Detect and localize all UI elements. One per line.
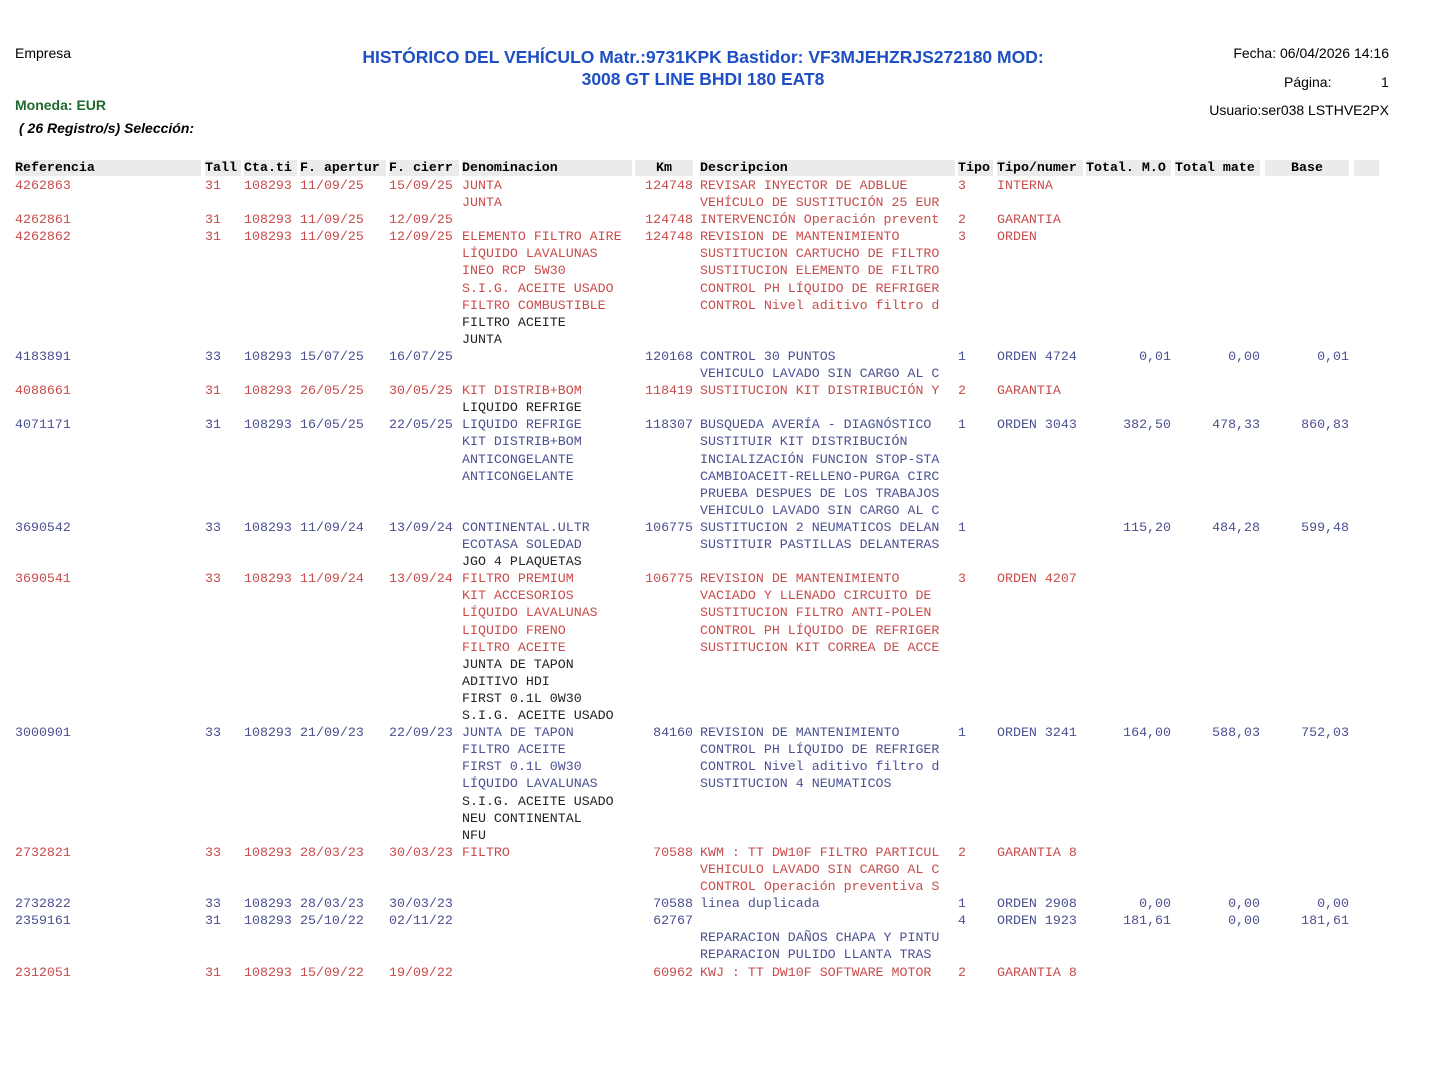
description-line: VEHÍCULO DE SUSTITUCIÓN 25 EUR xyxy=(700,195,940,211)
workshop-cell: 33 xyxy=(205,844,221,860)
description-line: CONTROL 30 PUNTOS xyxy=(700,348,836,364)
denomination-line: ANTICONGELANTE xyxy=(462,468,574,484)
description-line: linea duplicada xyxy=(700,896,820,912)
workshop-cell: 31 xyxy=(205,212,221,228)
denomination-line: FIRST 0.1L 0W30 xyxy=(462,690,582,706)
description-line: INCIALIZACIÓN FUNCION STOP-STA xyxy=(700,451,940,467)
denomination-line: ANTICONGELANTE xyxy=(462,451,574,467)
description-cell xyxy=(700,228,955,313)
km-cell: 60962 xyxy=(653,964,693,980)
order-number-cell: ORDEN 2908 xyxy=(997,896,1077,912)
description-line: REVISION DE MANTENIMIENTO xyxy=(700,725,900,741)
table-header xyxy=(15,160,1395,177)
description-line: CONTROL Operación preventiva S xyxy=(700,879,940,894)
denomination-line: S.I.G. ACEITE USADO xyxy=(462,793,614,809)
reference-cell: 3690542 xyxy=(15,519,71,535)
description-line: REVISION DE MANTENIMIENTO xyxy=(700,571,900,587)
denomination-cell xyxy=(462,844,632,861)
order-number-cell: GARANTIA 8 xyxy=(997,964,1077,980)
table-row xyxy=(15,895,1395,912)
km-cell: 84160 xyxy=(653,725,693,741)
open-date-cell: 11/09/25 xyxy=(300,229,364,245)
open-date-cell: 28/03/23 xyxy=(300,896,364,912)
km-cell: 124748 xyxy=(645,229,693,245)
column-header: Descripcion xyxy=(700,160,955,176)
description-cell xyxy=(700,912,955,963)
denomination-line: CONTINENTAL.ULTR xyxy=(462,519,590,535)
table-row xyxy=(15,211,1395,228)
description-line: SUSTITUCION ELEMENTO DE FILTRO xyxy=(700,263,940,279)
table-row xyxy=(15,348,1395,382)
description-line: SUSTITUIR KIT DISTRIBUCIÓN xyxy=(700,434,908,450)
account-cell: 108293 xyxy=(244,519,292,535)
close-date-cell: 30/03/23 xyxy=(389,844,453,860)
description-line: PRUEBA DESPUES DE LOS TRABAJOS xyxy=(700,485,940,501)
km-cell: 70588 xyxy=(653,896,693,912)
denomination-line: LÍQUIDO LAVALUNAS xyxy=(462,605,598,621)
type-cell: 3 xyxy=(958,229,966,245)
km-cell: 70588 xyxy=(653,844,693,860)
type-cell: 2 xyxy=(958,383,966,399)
denomination-line: KIT DISTRIB+BOM xyxy=(462,383,582,399)
open-date-cell: 15/09/22 xyxy=(300,964,364,980)
type-cell: 1 xyxy=(958,896,966,912)
open-date-cell: 25/10/22 xyxy=(300,913,364,929)
workshop-cell: 31 xyxy=(205,229,221,245)
description-line: SUSTITUCION 2 NEUMATICOS DELAN xyxy=(700,519,940,535)
denomination-line: JUNTA DE TAPON xyxy=(462,656,574,672)
description-line: KWM : TT DW10F FILTRO PARTICUL xyxy=(700,844,940,860)
denomination-line: ELEMENTO FILTRO AIRE xyxy=(462,229,622,245)
description-line: INTERVENCIÓN Operación prevent xyxy=(700,212,940,228)
table-row xyxy=(15,912,1395,963)
account-cell: 108293 xyxy=(244,417,292,433)
reference-cell: 4183891 xyxy=(15,348,71,364)
order-number-cell: ORDEN 4207 xyxy=(997,571,1077,587)
material-total-cell: 478,33 xyxy=(1212,417,1260,433)
reference-cell: 4262861 xyxy=(15,212,71,228)
open-date-cell: 11/09/24 xyxy=(300,519,364,535)
table-row xyxy=(15,382,1395,416)
denomination-cell xyxy=(462,724,632,844)
description-line: KWJ : TT DW10F SOFTWARE MOTOR xyxy=(700,964,932,980)
denomination-line: ADITIVO HDI xyxy=(462,673,550,689)
workshop-cell: 33 xyxy=(205,519,221,535)
reference-cell: 2312051 xyxy=(15,964,71,980)
table-row xyxy=(15,519,1395,570)
description-line: CAMBIOACEIT-RELLENO-PURGA CIRC xyxy=(700,468,940,484)
description-line: REPARACION PULIDO LLANTA TRAS xyxy=(700,947,932,963)
description-cell xyxy=(700,964,955,981)
account-cell: 108293 xyxy=(244,896,292,912)
denomination-line: JUNTA xyxy=(462,178,502,193)
description-line: CONTROL PH LÍQUIDO DE REFRIGER xyxy=(700,622,940,638)
km-cell: 124748 xyxy=(645,178,693,193)
report-title-line2: 3008 GT LINE BHDI 180 EAT8 xyxy=(581,69,825,89)
order-number-cell: ORDEN 4724 xyxy=(997,348,1077,364)
description-cell xyxy=(700,570,955,655)
account-cell: 108293 xyxy=(244,571,292,587)
table-row xyxy=(15,228,1395,348)
denomination-line: JGO 4 PLAQUETAS xyxy=(462,554,582,570)
labor-total-cell: 382,50 xyxy=(1123,417,1171,433)
denomination-cell xyxy=(462,416,632,484)
account-cell: 108293 xyxy=(244,178,292,193)
type-cell: 1 xyxy=(958,725,966,741)
denomination-line: LÍQUIDO LAVALUNAS xyxy=(462,776,598,792)
table-row xyxy=(15,844,1395,895)
denomination-line: FILTRO ACEITE xyxy=(462,742,566,758)
page-label: Página: xyxy=(1284,74,1332,90)
workshop-cell: 31 xyxy=(205,178,221,193)
close-date-cell: 22/09/23 xyxy=(389,725,453,741)
open-date-cell: 21/09/23 xyxy=(300,725,364,741)
column-header: F. cierr xyxy=(389,160,459,176)
type-cell: 1 xyxy=(958,348,966,364)
close-date-cell: 16/07/25 xyxy=(389,348,453,364)
table-row xyxy=(15,964,1395,981)
denomination-line: FILTRO xyxy=(462,844,510,860)
reference-cell: 2359161 xyxy=(15,913,71,929)
workshop-cell: 33 xyxy=(205,725,221,741)
column-header: Base xyxy=(1265,160,1349,176)
order-number-cell: ORDEN 1923 xyxy=(997,913,1077,929)
description-line: SUSTITUCION KIT DISTRIBUCIÓN Y xyxy=(700,383,940,399)
column-header: Km xyxy=(635,160,693,176)
denomination-line: FILTRO ACEITE xyxy=(462,639,566,655)
account-cell: 108293 xyxy=(244,725,292,741)
description-cell xyxy=(700,844,955,895)
type-cell: 2 xyxy=(958,844,966,860)
denomination-line: NFU xyxy=(462,827,486,843)
type-cell: 3 xyxy=(958,571,966,587)
order-number-cell: ORDEN 3241 xyxy=(997,725,1077,741)
description-cell xyxy=(700,519,955,553)
table-row xyxy=(15,570,1395,724)
open-date-cell: 11/09/25 xyxy=(300,212,364,228)
close-date-cell: 13/09/24 xyxy=(389,519,453,535)
reference-cell: 4262862 xyxy=(15,229,71,245)
account-cell: 108293 xyxy=(244,348,292,364)
reference-cell: 4071171 xyxy=(15,417,71,433)
denomination-cell xyxy=(462,382,632,416)
description-line: VEHICULO LAVADO SIN CARGO AL C xyxy=(700,861,940,877)
workshop-cell: 31 xyxy=(205,913,221,929)
denomination-line: JUNTA xyxy=(462,331,502,347)
type-cell: 2 xyxy=(958,212,966,228)
column-header: Denominacion xyxy=(462,160,632,176)
base-total-cell: 0,00 xyxy=(1317,896,1349,912)
order-number-cell: INTERNA xyxy=(997,178,1053,193)
km-cell: 120168 xyxy=(645,348,693,364)
material-total-cell: 0,00 xyxy=(1228,896,1260,912)
description-line: CONTROL PH LÍQUIDO DE REFRIGER xyxy=(700,280,940,296)
column-header: Total mate xyxy=(1175,160,1260,176)
denomination-line: LIQUIDO FRENO xyxy=(462,622,566,638)
base-total-cell: 860,83 xyxy=(1301,417,1349,433)
denomination-line: S.I.G. ACEITE USADO xyxy=(462,280,614,296)
type-cell: 4 xyxy=(958,913,966,929)
description-cell xyxy=(700,211,955,228)
denomination-line: LÍQUIDO LAVALUNAS xyxy=(462,246,598,262)
km-cell: 62767 xyxy=(653,913,693,929)
denomination-cell xyxy=(462,570,632,724)
vehicle-history-table xyxy=(15,160,1395,981)
denomination-cell xyxy=(462,228,632,348)
denomination-cell xyxy=(462,519,632,570)
account-cell: 108293 xyxy=(244,212,292,228)
workshop-cell: 31 xyxy=(205,417,221,433)
description-cell xyxy=(700,416,955,519)
description-line: VEHICULO LAVADO SIN CARGO AL C xyxy=(700,502,940,518)
description-line: CONTROL Nivel aditivo filtro d xyxy=(700,759,940,775)
table-row xyxy=(15,177,1395,211)
denomination-line: NEU CONTINENTAL xyxy=(462,810,582,826)
description-line: SUSTITUCION CARTUCHO DE FILTRO xyxy=(700,246,940,262)
column-header: Tall xyxy=(205,160,241,176)
material-total-cell: 588,03 xyxy=(1212,725,1260,741)
km-cell: 118419 xyxy=(645,383,693,399)
denomination-line: KIT DISTRIB+BOM xyxy=(462,434,582,450)
description-line: REVISION DE MANTENIMIENTO xyxy=(700,229,900,245)
denomination-line: KIT ACCESORIOS xyxy=(462,588,574,604)
description-cell xyxy=(700,177,955,211)
denomination-line: FILTRO COMBUSTIBLE xyxy=(462,297,606,313)
denomination-line: FIRST 0.1L 0W30 xyxy=(462,759,582,775)
base-total-cell: 0,01 xyxy=(1317,348,1349,364)
denomination-line: S.I.G. ACEITE USADO xyxy=(462,707,614,723)
description-line: SUSTITUCION FILTRO ANTI-POLEN xyxy=(700,605,932,621)
close-date-cell: 02/11/22 xyxy=(389,913,453,929)
close-date-cell: 22/05/25 xyxy=(389,417,453,433)
description-line: VEHICULO LAVADO SIN CARGO AL C xyxy=(700,366,940,382)
denomination-line: LIQUIDO REFRIGE xyxy=(462,417,582,433)
description-line: REPARACION DAÑOS CHAPA Y PINTU xyxy=(700,930,940,946)
reference-cell: 2732821 xyxy=(15,844,71,860)
type-cell: 1 xyxy=(958,519,966,535)
column-header: Cta.ti xyxy=(244,160,297,176)
material-total-cell: 0,00 xyxy=(1228,913,1260,929)
account-cell: 108293 xyxy=(244,844,292,860)
denomination-line: INEO RCP 5W30 xyxy=(462,263,566,279)
column-header: Total. M.O xyxy=(1086,160,1171,176)
denomination-line: LIQUIDO REFRIGE xyxy=(462,400,582,416)
close-date-cell: 19/09/22 xyxy=(389,964,453,980)
workshop-cell: 31 xyxy=(205,964,221,980)
open-date-cell: 11/09/25 xyxy=(300,178,364,193)
km-cell: 118307 xyxy=(645,417,693,433)
description-line: BUSQUEDA AVERÍA - DIAGNÓSTICO xyxy=(700,417,932,433)
description-cell xyxy=(700,724,955,792)
column-header-filler xyxy=(1354,160,1379,176)
description-line xyxy=(700,912,955,929)
base-total-cell: 599,48 xyxy=(1301,519,1349,535)
km-cell: 106775 xyxy=(645,519,693,535)
type-cell: 2 xyxy=(958,964,966,980)
account-cell: 108293 xyxy=(244,383,292,399)
reference-cell: 3690541 xyxy=(15,571,71,587)
report-title-line1: HISTÓRICO DEL VEHÍCULO Matr.:9731KPK Bastidor: VF3MJEHZRJS272180 MOD: xyxy=(362,47,1044,67)
open-date-cell: 26/05/25 xyxy=(300,383,364,399)
column-header: Referencia xyxy=(15,160,201,176)
reference-cell: 2732822 xyxy=(15,896,71,912)
denomination-line: ECOTASA SOLEDAD xyxy=(462,537,582,553)
material-total-cell: 0,00 xyxy=(1228,348,1260,364)
reference-cell: 3000901 xyxy=(15,725,71,741)
denomination-line: FILTRO ACEITE xyxy=(462,314,566,330)
order-number-cell: ORDEN xyxy=(997,229,1037,245)
currency-label: Moneda: EUR xyxy=(15,97,106,113)
description-line: CONTROL Nivel aditivo filtro d xyxy=(700,297,940,313)
report-date: Fecha: 06/04/2026 14:16 xyxy=(1233,45,1389,61)
open-date-cell: 16/05/25 xyxy=(300,417,364,433)
report-title xyxy=(330,46,1076,90)
description-line: SUSTITUCION 4 NEUMATICOS xyxy=(700,776,892,792)
description-line: CONTROL PH LÍQUIDO DE REFRIGER xyxy=(700,742,940,758)
type-cell: 3 xyxy=(958,178,966,193)
close-date-cell: 13/09/24 xyxy=(389,571,453,587)
order-number-cell: GARANTIA xyxy=(997,383,1061,399)
denomination-line: FILTRO PREMIUM xyxy=(462,571,574,587)
table-row xyxy=(15,416,1395,519)
km-cell: 124748 xyxy=(645,212,693,228)
table-row xyxy=(15,724,1395,844)
open-date-cell: 11/09/24 xyxy=(300,571,364,587)
order-number-cell: ORDEN 3043 xyxy=(997,417,1077,433)
close-date-cell: 30/03/23 xyxy=(389,896,453,912)
description-line: SUSTITUIR PASTILLAS DELANTERAS xyxy=(700,537,940,553)
user-info: Usuario:ser038 LSTHVE2PX xyxy=(1209,102,1389,118)
table-body xyxy=(15,177,1395,981)
account-cell: 108293 xyxy=(244,229,292,245)
column-header: Tipo/numer xyxy=(997,160,1083,176)
account-cell: 108293 xyxy=(244,913,292,929)
labor-total-cell: 0,00 xyxy=(1139,896,1171,912)
reference-cell: 4262863 xyxy=(15,178,71,193)
labor-total-cell: 115,20 xyxy=(1123,519,1171,535)
open-date-cell: 28/03/23 xyxy=(300,844,364,860)
description-line: REVISAR INYECTOR DE ADBLUE xyxy=(700,178,908,193)
reference-cell: 4088661 xyxy=(15,383,71,399)
denomination-line: JUNTA DE TAPON xyxy=(462,725,574,741)
base-total-cell: 752,03 xyxy=(1301,725,1349,741)
workshop-cell: 33 xyxy=(205,348,221,364)
description-cell xyxy=(700,382,955,399)
page-number: 1 xyxy=(1381,74,1389,90)
close-date-cell: 30/05/25 xyxy=(389,383,453,399)
column-header: Tipo xyxy=(958,160,993,176)
km-cell: 106775 xyxy=(645,571,693,587)
record-count: ( 26 Registro/s) Selección: xyxy=(19,120,195,136)
denomination-cell xyxy=(462,177,632,211)
labor-total-cell: 0,01 xyxy=(1139,348,1171,364)
labor-total-cell: 164,00 xyxy=(1123,725,1171,741)
order-number-cell: GARANTIA 8 xyxy=(997,844,1077,860)
close-date-cell: 12/09/25 xyxy=(389,229,453,245)
open-date-cell: 15/07/25 xyxy=(300,348,364,364)
workshop-cell: 31 xyxy=(205,383,221,399)
description-line: VACIADO Y LLENADO CIRCUITO DE xyxy=(700,588,932,604)
account-cell: 108293 xyxy=(244,964,292,980)
workshop-cell: 33 xyxy=(205,571,221,587)
description-cell xyxy=(700,348,955,382)
material-total-cell: 484,28 xyxy=(1212,519,1260,535)
order-number-cell: GARANTIA xyxy=(997,212,1061,228)
description-line: SUSTITUCION KIT CORREA DE ACCE xyxy=(700,639,940,655)
column-header: F. apertur xyxy=(300,160,386,176)
description-cell xyxy=(700,895,955,912)
close-date-cell: 12/09/25 xyxy=(389,212,453,228)
company-label: Empresa xyxy=(15,45,72,61)
labor-total-cell: 181,61 xyxy=(1123,913,1171,929)
close-date-cell: 15/09/25 xyxy=(389,178,453,193)
base-total-cell: 181,61 xyxy=(1301,913,1349,929)
type-cell: 1 xyxy=(958,417,966,433)
workshop-cell: 33 xyxy=(205,896,221,912)
denomination-line: JUNTA xyxy=(462,195,502,211)
